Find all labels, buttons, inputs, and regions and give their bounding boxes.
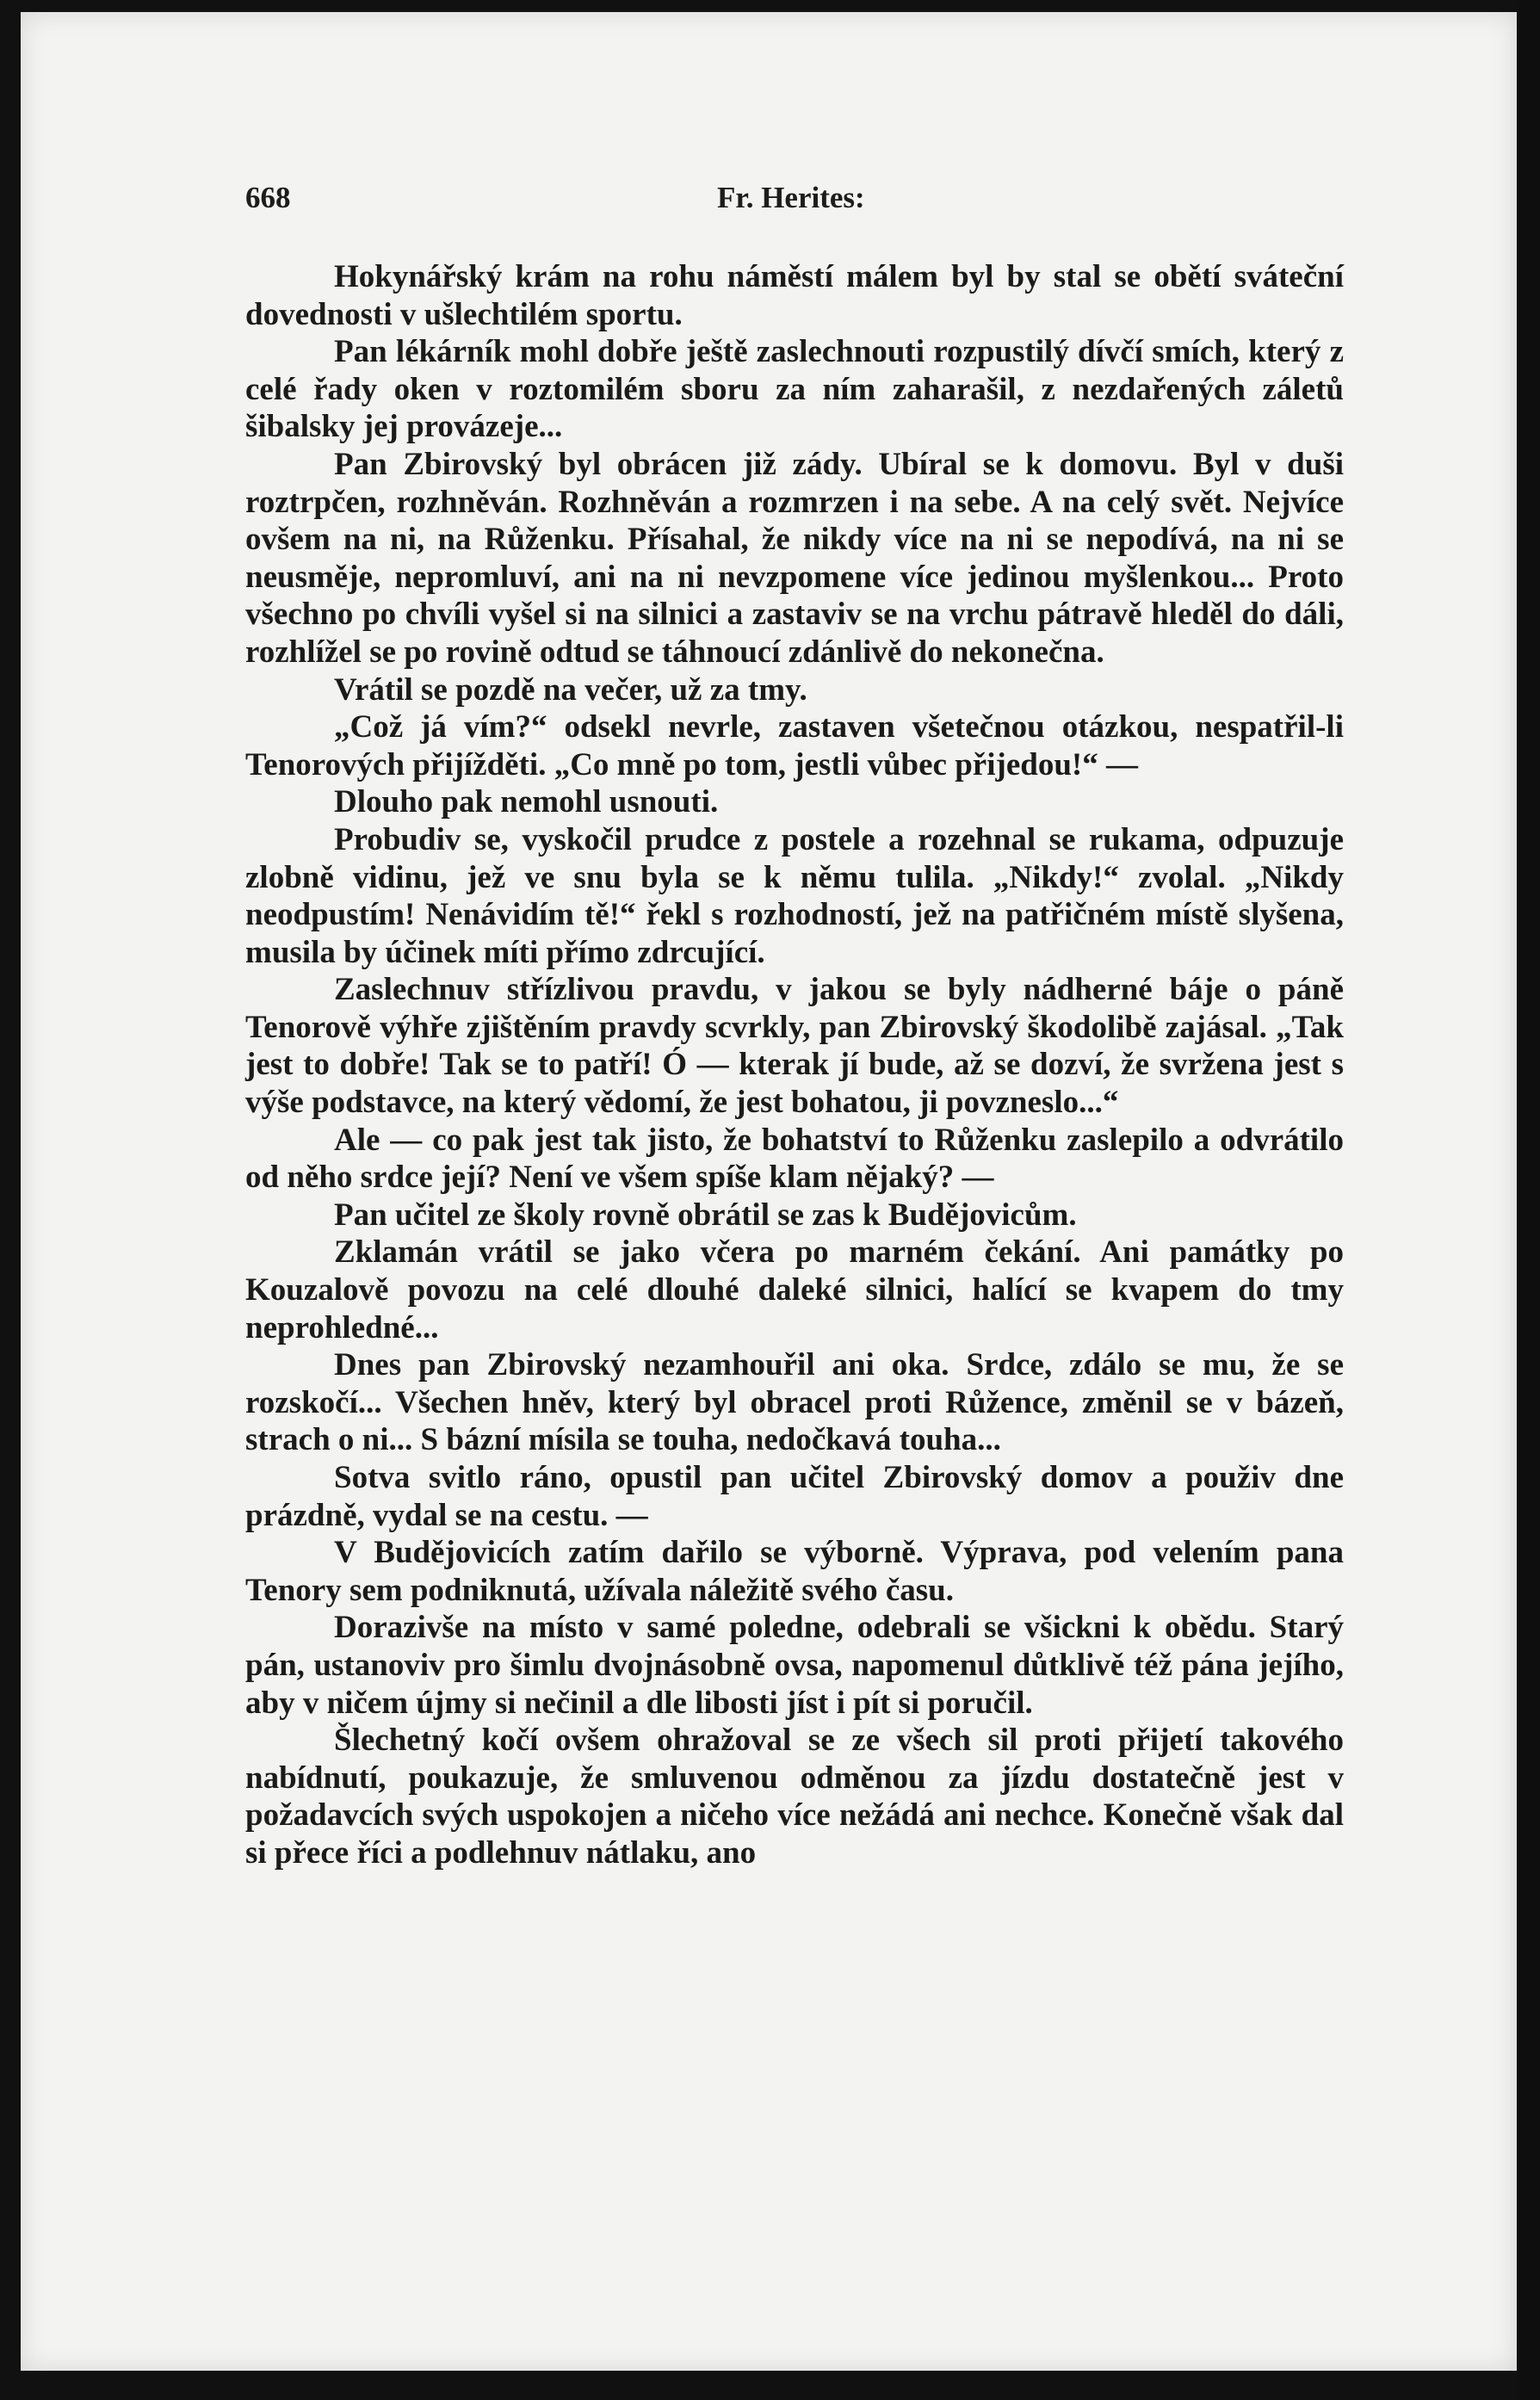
paragraph: Vrátil se pozdě na večer, už za tmy. [334, 671, 807, 708]
paragraph: Pan lékárník mohl dobře ještě zaslechnouti rozpustilý dívčí smích, který z celé řady oken v roztomilém sboru za ním zaharašil, z nezdařených záletů šibalsky jej provázeje... [245, 334, 1344, 445]
paragraph: Dorazivše na místo v samé poledne, odebrali se všickni k obědu. Starý pán, ustanoviv pro šimlu dvojnásobně ovsa, napomenul důtklivě též pána jejího, aby v ničem újmy si nečinil a dle libosti jíst i pít si poručil. [245, 1610, 1344, 1721]
paragraph: Pan učitel ze školy rovně obrátil se zas k Budějovicům. [334, 1197, 1077, 1233]
paragraph: Ale — co pak jest tak jisto, že bohatství to Růženku zaslepilo a odvrátilo od něho srdce její? Není ve všem spíše klam nějaký? — [245, 1122, 1344, 1196]
page-header [245, 181, 1344, 224]
scan-edge [1519, 0, 1540, 2400]
paragraph: Hokynářský krám na rohu náměstí málem byl by stal se obětí sváteční dovednosti v ušlechtilém sportu. [245, 259, 1344, 332]
body-text [245, 258, 1344, 1872]
paragraph: Dnes pan Zbirovský nezamhouřil ani oka. Srdce, zdálo se mu, že se rozskočí... Všechen hněv, který byl obracel proti Růžence, změnil se v bázeň, strach o ni... S bázní mísila se touha, nedočkavá touha... [245, 1347, 1344, 1458]
paragraph: Sotva svitlo ráno, opustil pan učitel Zbirovský domov a použiv dne prázdně, vydal se na cestu. — [245, 1460, 1344, 1533]
paragraph: Dlouho pak nemohl usnouti. [334, 784, 719, 820]
paragraph: Pan Zbirovský byl obrácen již zády. Ubíral se k domovu. Byl v duši roztrpčen, rozhněván. Rozhněván a rozmrzen i na sebe. A na celý svět. Nejvíce ovšem na ni, na Růženku. Přísahal, že nikdy více na ni se nepodívá, na ni se neusměje, nepromluví, ani na ni nevzpomene více jedinou myšlenkou... Proto všechno po chvíli vyšel si na silnici a zastaviv se na vrchu pátravě hleděl do dáli, rozhlížel se po rovině odtud se táhnoucí zdánlivě do nekonečna. [245, 446, 1344, 670]
running-head: Fr. Herites: [717, 181, 865, 214]
paragraph: V Budějovicích zatím dařilo se výborně. Výprava, pod velením pana Tenory sem podniknutá, užívala náležitě svého času. [245, 1535, 1344, 1608]
paragraph: Zklamán vrátil se jako včera po marném čekání. Ani památky po Kouzalově povozu na celé dlouhé daleké silnici, halící se kvapem do tmy neprohledné... [245, 1234, 1344, 1345]
paragraph: Probudiv se, vyskočil prudce z postele a rozehnal se rukama, odpuzuje zlobně vidinu, jež ve snu byla se k němu tulila. „Nikdy!“ zvolal. „Nikdy neodpustím! Nenávidím tě!“ řekl s rozhodností, jež na patřičném místě slyšena, musila by účinek míti přímo zdrcující. [245, 821, 1344, 970]
paragraph: „Což já vím?“ odsekl nevrle, zastaven všetečnou otázkou, nespatřil-li Tenorových přijížděti. „Co mně po tom, jestli vůbec přijedou!“ — [245, 709, 1344, 782]
page-number: 668 [245, 181, 291, 214]
paragraph: Šlechetný kočí ovšem ohražoval se ze všech sil proti přijetí takového nabídnutí, poukazuje, že smluvenou odměnou za jízdu dostatečně jest v požadavcích svých uspokojen a ničeho více nežádá ani nechce. Konečně však dal si přece říci a podlehnuv nátlaku, ano [245, 1723, 1344, 1871]
paragraph: Zaslechnuv střízlivou pravdu, v jakou se byly nádherné báje o páně Tenorově výhře zjištěním pravdy scvrkly, pan Zbirovský škodolibě zajásal. „Tak jest to dobře! Tak se to patří! Ó — kterak jí bude, až se dozví, že svržena jest s výše podstavce, na který vědomí, že jest bohatou, ji povzneslo...“ [245, 972, 1344, 1121]
